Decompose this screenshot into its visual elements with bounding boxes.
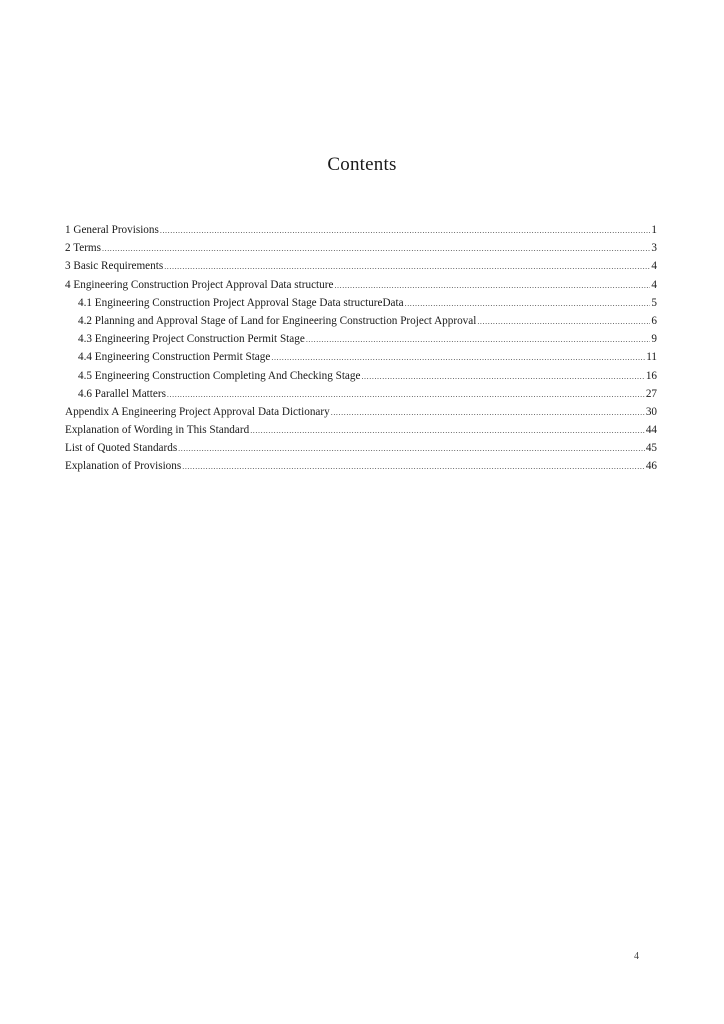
- toc-entry[interactable]: [65, 421, 657, 439]
- toc-entry[interactable]: [65, 403, 657, 421]
- toc-entry-page: 30: [645, 405, 657, 418]
- toc-entry-page: 6: [651, 314, 657, 327]
- toc-dot-leader: [164, 258, 650, 276]
- toc-entry-page: 4: [651, 260, 657, 273]
- toc-entry[interactable]: [65, 367, 657, 385]
- toc-dot-leader: [477, 313, 650, 331]
- toc-entry-page: 5: [651, 296, 657, 309]
- toc-entry[interactable]: [65, 348, 657, 366]
- toc-entry-page: 11: [646, 351, 657, 364]
- toc-entry[interactable]: [65, 457, 657, 475]
- toc-entry[interactable]: [65, 385, 657, 403]
- toc-entry-label: 4.6 Parallel Matters: [78, 387, 166, 400]
- toc-entry-page: 3: [651, 242, 657, 255]
- toc-entry-label: 4.2 Planning and Approval Stage of Land for Engineering Construction Project Approval: [78, 314, 477, 327]
- toc-entry[interactable]: [65, 257, 657, 275]
- toc-entry-label: 4.1 Engineering Construction Project Approval Stage Data structureData: [78, 296, 404, 309]
- toc-entry[interactable]: [65, 330, 657, 348]
- toc-dot-leader: [334, 277, 650, 295]
- toc-dot-leader: [271, 349, 645, 367]
- toc-entry[interactable]: [65, 276, 657, 294]
- table-of-contents: [65, 221, 657, 476]
- toc-dot-leader: [160, 222, 651, 240]
- toc-dot-leader: [178, 440, 645, 458]
- toc-entry[interactable]: [65, 312, 657, 330]
- toc-entry[interactable]: [65, 439, 657, 457]
- toc-entry-label: Explanation of Wording in This Standard: [65, 424, 250, 437]
- toc-entry[interactable]: [65, 294, 657, 312]
- toc-dot-leader: [167, 386, 645, 404]
- toc-entry-page: 46: [645, 460, 657, 473]
- toc-dot-leader: [405, 295, 651, 313]
- toc-dot-leader: [306, 331, 651, 349]
- page-number: 4: [634, 951, 639, 962]
- toc-entry-label: 1 General Provisions: [65, 224, 159, 236]
- toc-entry-label: List of Quoted Standards: [65, 442, 178, 455]
- toc-entry[interactable]: [65, 239, 657, 257]
- toc-dot-leader: [361, 368, 644, 386]
- toc-entry-label: 4.4 Engineering Construction Permit Stage: [78, 351, 271, 364]
- toc-dot-leader: [102, 240, 650, 258]
- toc-entry-page: 9: [651, 333, 657, 346]
- toc-entry-label: Appendix A Engineering Project Approval Data Dictionary: [65, 405, 330, 418]
- toc-entry-page: 4: [651, 278, 657, 291]
- page-title: Contents: [327, 154, 397, 175]
- toc-entry-label: 3 Basic Requirements: [65, 260, 164, 273]
- toc-dot-leader: [331, 404, 645, 422]
- toc-entry-label: 4 Engineering Construction Project Approval Data structure: [65, 278, 334, 291]
- toc-entry-label: 4.3 Engineering Project Construction Permit Stage: [78, 333, 305, 346]
- toc-entry-page: 27: [645, 387, 657, 400]
- toc-entry-label: Explanation of Provisions: [65, 460, 182, 473]
- toc-entry-label: 2 Terms: [65, 242, 101, 255]
- toc-entry-label: 4.5 Engineering Construction Completing And Checking Stage: [78, 369, 361, 382]
- toc-dot-leader: [250, 422, 645, 440]
- toc-entry-page: 1: [651, 224, 657, 236]
- toc-entry[interactable]: [65, 221, 657, 239]
- toc-entry-page: 45: [645, 442, 657, 455]
- toc-dot-leader: [182, 458, 645, 476]
- toc-entry-page: 44: [645, 424, 657, 437]
- toc-entry-page: 16: [645, 369, 657, 382]
